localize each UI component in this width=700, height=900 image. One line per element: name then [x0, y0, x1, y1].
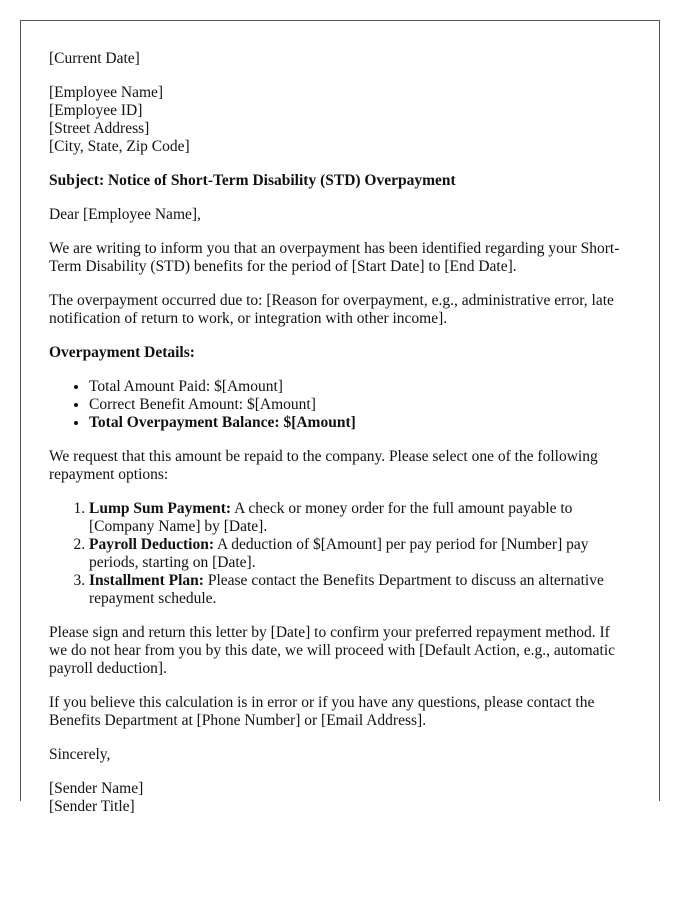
list-item: • Total Overpayment Balance: $[Amount]	[89, 414, 631, 432]
paragraph-request: We request that this amount be repaid to the company. Please select one of the following repayment options:	[49, 448, 598, 483]
recipient-city: [City, State, Zip Code]	[49, 138, 190, 155]
repayment-options-list	[49, 500, 631, 608]
signature-block	[49, 780, 631, 816]
letter-page	[20, 20, 660, 815]
paragraph-contact: If you believe this calculation is in error or if you have any questions, please contact the Benefits Department at [Phone Number] or [Email Address].	[49, 694, 595, 729]
details-list	[49, 378, 631, 432]
details-heading: Overpayment Details:	[49, 344, 195, 361]
option-text: A check or money order for the full amount payable to [Company Name] by [Date].	[89, 500, 573, 535]
paragraph-deadline: Please sign and return this letter by [Date] to confirm your preferred repayment method. If we do not hear from you by this date, we will proceed with [Default Action, e.g., automatic payroll deduction].	[49, 624, 616, 677]
list-item: • Total Amount Paid: $[Amount]	[89, 378, 631, 396]
letter-subject: Subject: Notice of Short-Term Disability (STD) Overpayment	[49, 172, 456, 189]
option-label: Lump Sum Payment:	[89, 500, 232, 517]
recipient-id: [Employee ID]	[49, 102, 143, 119]
paragraph-reason: The overpayment occurred due to: [Reason for overpayment, e.g., administrative error, late notification of return to work, or integration with other income].	[49, 292, 614, 327]
list-item	[89, 536, 631, 572]
list-item	[89, 572, 631, 608]
list-item: • Correct Benefit Amount: $[Amount]	[89, 396, 631, 414]
recipient-street: [Street Address]	[49, 120, 150, 137]
option-text: A deduction of $[Amount] per pay period for [Number] pay periods, starting on [Date].	[89, 536, 589, 571]
paragraph-intro: We are writing to inform you that an overpayment has been identified regarding your Short-Term Disability (STD) benefits for the period of [Start Date] to [End Date].	[49, 240, 620, 275]
option-label: Payroll Deduction:	[89, 536, 214, 553]
recipient-address	[49, 84, 631, 156]
recipient-name: [Employee Name]	[49, 84, 164, 101]
sender-name: [Sender Name]	[49, 780, 144, 797]
option-label: Installment Plan:	[89, 572, 204, 589]
closing: Sincerely,	[49, 746, 111, 763]
salutation: Dear [Employee Name],	[49, 206, 201, 223]
list-item	[89, 500, 631, 536]
option-text: Please contact the Benefits Department to discuss an alternative repayment schedule.	[89, 572, 604, 607]
sender-title: [Sender Title]	[49, 798, 135, 815]
letter-date: [Current Date]	[49, 50, 140, 67]
